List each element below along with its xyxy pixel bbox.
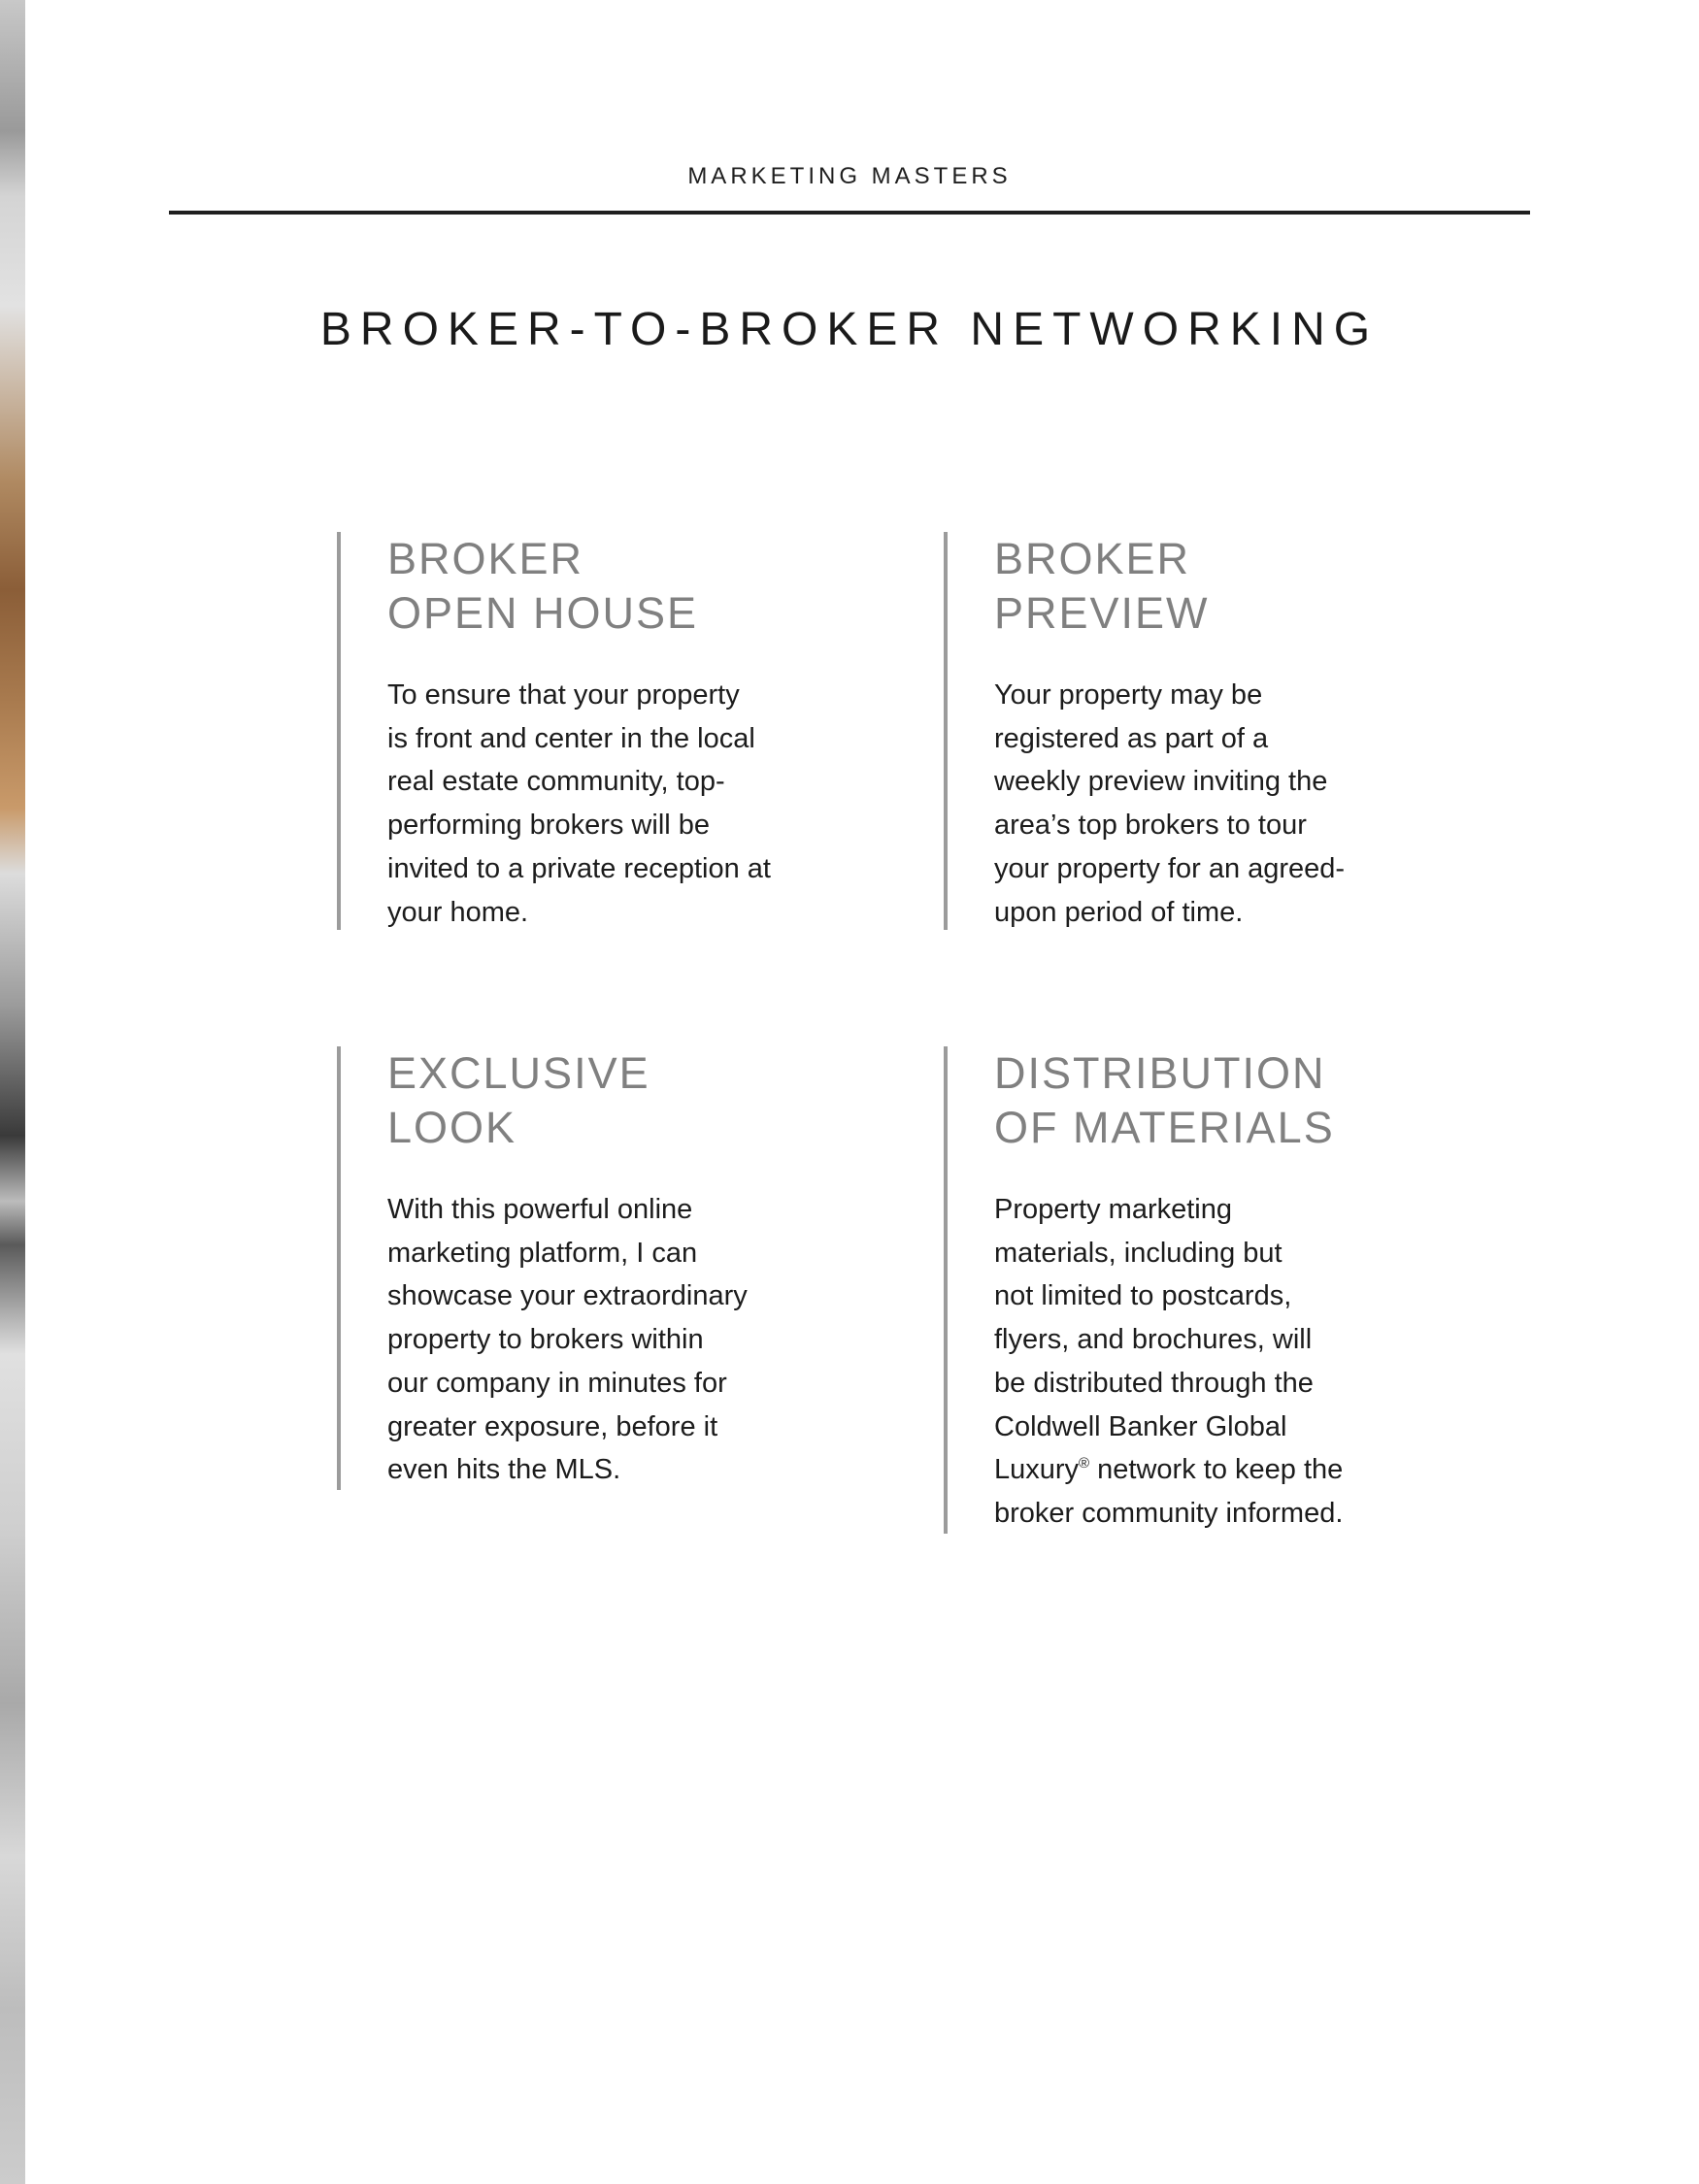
body-line: registered as part of a	[994, 722, 1269, 754]
heading-line: OPEN HOUSE	[387, 588, 699, 638]
body-line: To ensure that your property	[387, 679, 740, 711]
section-broker-open-house	[337, 532, 815, 930]
body-line: broker community informed.	[994, 1497, 1344, 1529]
heading-line: LOOK	[387, 1103, 517, 1152]
body-line: Property marketing	[994, 1194, 1232, 1225]
page-title: BROKER-TO-BROKER NETWORKING	[319, 304, 1380, 355]
registered-mark: ®	[1079, 1455, 1090, 1473]
body-line: upon period of time.	[994, 896, 1244, 928]
section-heading	[994, 532, 1421, 641]
left-edge-photo-strip	[0, 0, 25, 2184]
body-line: not limited to postcards,	[994, 1280, 1292, 1312]
heading-line: DISTRIBUTION	[994, 1048, 1326, 1098]
heading-line: EXCLUSIVE	[387, 1048, 650, 1098]
body-line: property to brokers within	[387, 1324, 704, 1356]
body-line: greater exposure, before it	[387, 1410, 718, 1442]
header-rule	[169, 211, 1530, 215]
body-line: be distributed through the	[994, 1367, 1314, 1399]
section-heading	[387, 532, 815, 641]
body-line: real estate community, top-	[387, 766, 725, 798]
body-line: marketing platform, I can	[387, 1237, 698, 1269]
section-heading	[994, 1046, 1421, 1155]
section-broker-preview	[944, 532, 1421, 930]
body-line: weekly preview inviting the	[994, 766, 1328, 798]
section-body	[994, 674, 1421, 934]
body-line: your home.	[387, 896, 529, 928]
section-exclusive-look	[337, 1046, 815, 1490]
heading-line: BROKER	[387, 534, 584, 583]
body-line: Coldwell Banker Global	[994, 1410, 1287, 1442]
body-line: even hits the MLS.	[387, 1454, 621, 1486]
heading-line: BROKER	[994, 534, 1191, 583]
luxury-word: Luxury	[994, 1454, 1080, 1486]
section-distribution-of-materials	[944, 1046, 1421, 1534]
body-line: your property for an agreed-	[994, 852, 1346, 884]
heading-line: OF MATERIALS	[994, 1103, 1335, 1152]
body-line: showcase your extraordinary	[387, 1280, 748, 1312]
body-line: performing brokers will be	[387, 810, 711, 842]
heading-line: PREVIEW	[994, 588, 1210, 638]
body-line: our company in minutes for	[387, 1367, 727, 1399]
body-line	[994, 1448, 1421, 1492]
body-line: is front and center in the local	[387, 722, 755, 754]
body-line: flyers, and brochures, will	[994, 1324, 1313, 1356]
section-body	[387, 674, 815, 934]
body-line: Your property may be	[994, 679, 1263, 711]
body-line-text: network to keep the	[1097, 1454, 1344, 1486]
section-heading	[387, 1046, 815, 1155]
section-body	[387, 1188, 815, 1492]
body-line: invited to a private reception at	[387, 852, 771, 884]
body-line: area’s top brokers to tour	[994, 810, 1307, 842]
running-head: MARKETING MASTERS	[687, 163, 1012, 189]
section-body	[994, 1188, 1421, 1536]
body-line: With this powerful online	[387, 1194, 693, 1225]
body-line: materials, including but	[994, 1237, 1283, 1269]
